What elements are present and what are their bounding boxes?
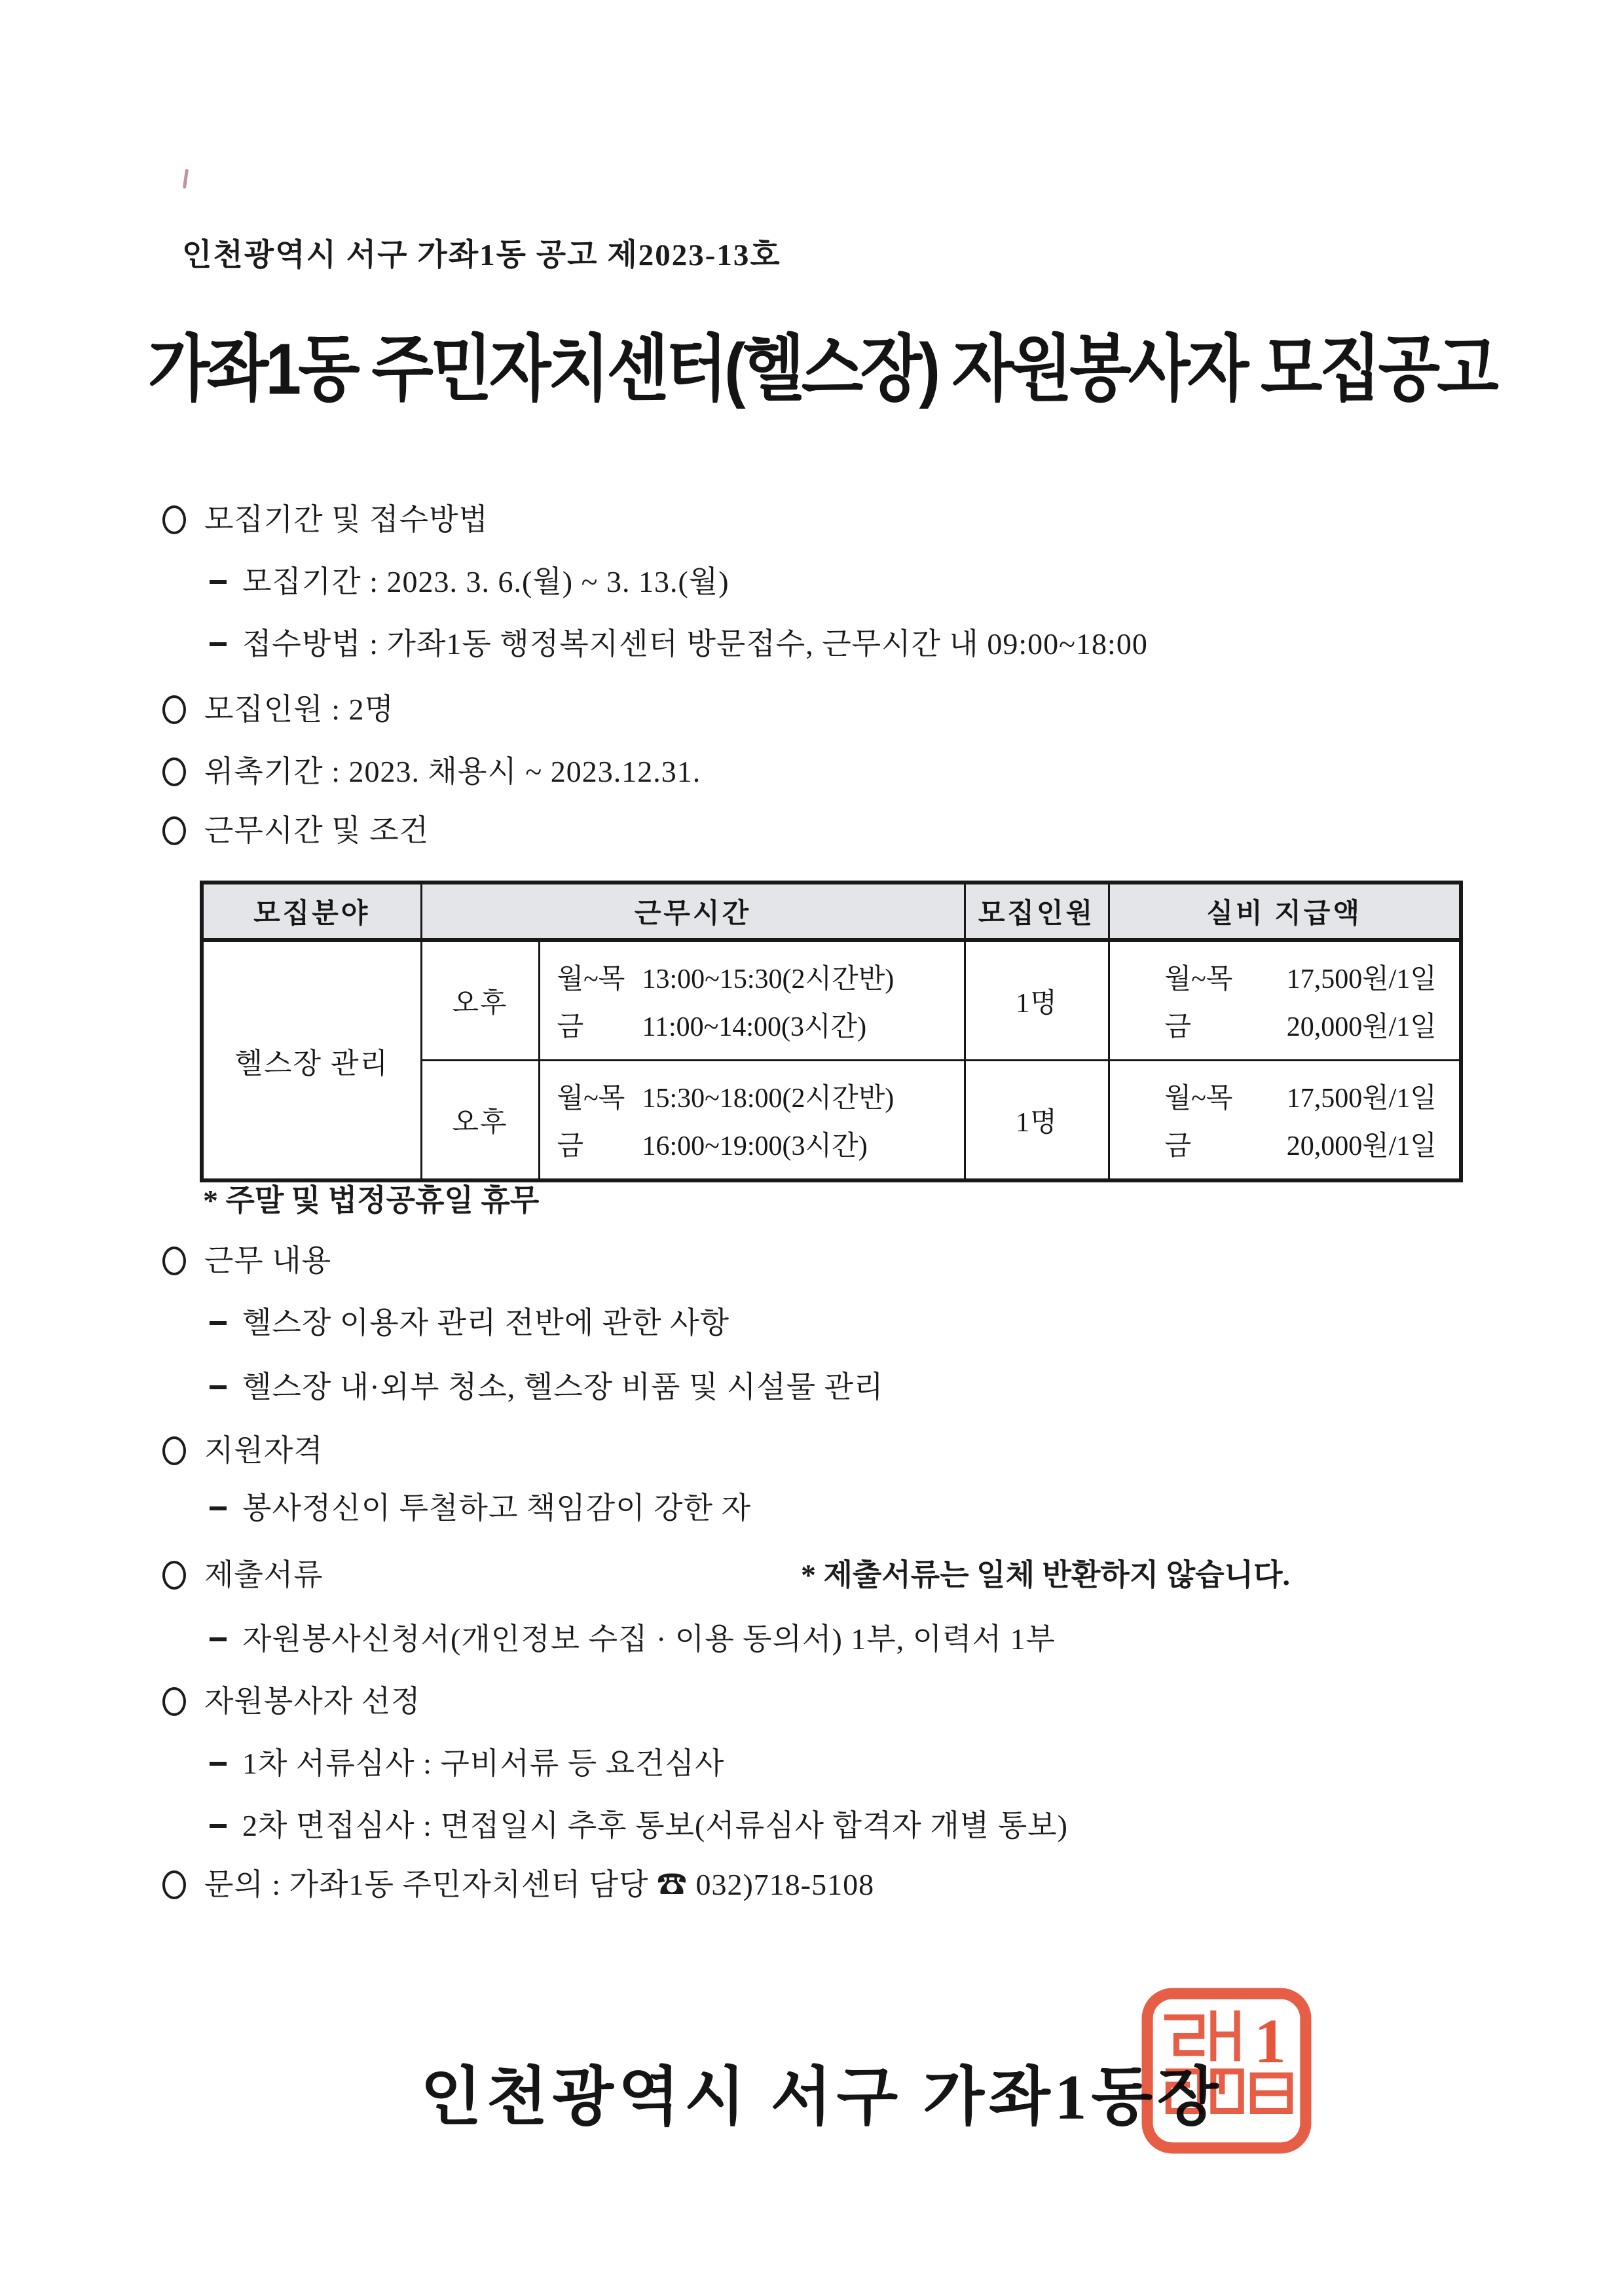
circle-bullet-icon — [162, 1247, 186, 1275]
list-item-text: 자원봉사자 선정 — [204, 1685, 421, 1718]
list-item — [162, 1865, 874, 1905]
time-value: 16:00~19:00(3시간) — [642, 1131, 868, 1161]
list-item — [162, 1430, 323, 1471]
time-value: 15:30~18:00(2시간반) — [642, 1084, 895, 1114]
dash-bullet-icon — [210, 1637, 227, 1641]
list-item-text: 봉사정신이 투철하고 책임감이 강한 자 — [242, 1491, 751, 1525]
list-item — [210, 1367, 884, 1408]
list-item-text: 모집인원 : 2명 — [204, 693, 394, 726]
table-row — [202, 940, 1461, 1061]
pay-entry — [1165, 1005, 1437, 1044]
cell-shift: 오후 — [421, 940, 539, 1061]
cell-category: 헬스장 관리 — [202, 940, 421, 1180]
list-item-text: 헬스장 내·외부 청소, 헬스장 비품 및 시설물 관리 — [242, 1370, 884, 1404]
list-item-text: 문의 : 가좌1동 주민자치센터 담당 ☎ 032)718-5108 — [204, 1868, 875, 1901]
time-days: 월~목 — [557, 1084, 625, 1114]
col-header-category: 모집분야 — [202, 883, 421, 940]
cell-count: 1명 — [965, 1061, 1109, 1181]
list-item-text: 헬스장 이용자 관리 전반에 관한 사항 — [242, 1306, 730, 1339]
list-item-text: 모집기간 및 접수방법 — [204, 503, 489, 536]
dash-bullet-icon — [210, 1762, 227, 1766]
official-stamp-icon — [1141, 1988, 1312, 2154]
list-item — [162, 1681, 421, 1722]
time-entry — [557, 957, 957, 996]
page-title: 가좌1동 주민자치센터(헬스장) 자원봉사자 모집공고 — [148, 329, 1496, 410]
list-item — [210, 562, 729, 602]
dash-bullet-icon — [210, 642, 227, 646]
cell-pay — [1109, 940, 1461, 1061]
time-days: 금 — [557, 1012, 584, 1042]
list-item-text: 근무시간 및 조건 — [204, 814, 430, 847]
list-item-text: 지원자격 — [204, 1434, 323, 1467]
circle-bullet-icon — [162, 757, 186, 786]
stamp-digit: 1 — [1254, 2005, 1286, 2076]
list-item — [162, 1555, 1291, 1595]
list-item-text: 2차 면접심사 : 면접일시 추후 통보(서류심사 합격자 개별 통보) — [242, 1809, 1068, 1842]
circle-bullet-icon — [162, 1436, 186, 1465]
pay-amount: 17,500원/1일 — [1286, 1084, 1437, 1114]
list-item — [162, 1241, 331, 1281]
list-item-text: 제출서류 — [204, 1558, 323, 1592]
dash-bullet-icon — [210, 1321, 227, 1325]
list-item — [162, 500, 489, 540]
table-header-row — [202, 883, 1461, 940]
time-days: 금 — [557, 1131, 584, 1161]
scan-artifact-mark — [183, 169, 189, 189]
dash-bullet-icon — [210, 580, 227, 584]
list-item — [162, 752, 701, 792]
pay-days: 금 — [1164, 1012, 1192, 1042]
list-item-text: 위촉기간 : 2023. 채용시 ~ 2023.12.31. — [204, 755, 701, 788]
list-item-text: 근무 내용 — [204, 1244, 332, 1277]
signer-name: 인천광역시 서구 가좌1동장 — [420, 2062, 1223, 2132]
pay-days: 월~목 — [1164, 1084, 1233, 1114]
dash-bullet-icon — [210, 1506, 227, 1510]
time-entry — [557, 1076, 957, 1116]
pay-entry — [1165, 957, 1437, 996]
list-item — [210, 624, 1148, 665]
circle-bullet-icon — [162, 1687, 186, 1716]
submit-docs-note: * 제출서류는 일체 반환하지 않습니다. — [801, 1558, 1291, 1592]
list-item-text: 자원봉사신청서(개인정보 수집 · 이용 동의서) 1부, 이력서 1부 — [242, 1622, 1056, 1656]
circle-bullet-icon — [162, 505, 186, 534]
col-header-hours: 근무시간 — [421, 883, 965, 940]
list-item — [210, 1488, 751, 1529]
list-item — [162, 689, 394, 730]
circle-bullet-icon — [162, 1870, 186, 1899]
cell-times — [539, 1061, 965, 1181]
list-item — [162, 811, 429, 851]
work-schedule-table — [200, 881, 1463, 1182]
pay-entry — [1165, 1124, 1437, 1163]
list-item — [210, 1743, 724, 1784]
list-item — [210, 1619, 1056, 1660]
circle-bullet-icon — [162, 816, 186, 845]
col-header-pay: 실비 지급액 — [1109, 883, 1461, 940]
list-item — [210, 1806, 1068, 1846]
cell-shift: 오후 — [421, 1061, 539, 1181]
time-days: 월~목 — [557, 964, 625, 994]
pay-entry — [1165, 1076, 1437, 1116]
list-item-text: 모집기간 : 2023. 3. 6.(월) ~ 3. 13.(월) — [242, 565, 729, 598]
pay-days: 월~목 — [1164, 964, 1233, 994]
pay-amount: 20,000원/1일 — [1286, 1012, 1437, 1042]
time-value: 13:00~15:30(2시간반) — [642, 964, 895, 994]
pay-amount: 20,000원/1일 — [1286, 1131, 1437, 1161]
doc-number: 인천광역시 서구 가좌1동 공고 제2023-13호 — [182, 238, 781, 272]
cell-count: 1명 — [965, 940, 1109, 1061]
list-item — [210, 1303, 729, 1343]
footnote-text: * 주말 및 법정공휴일 휴무 — [203, 1184, 540, 1217]
time-entry — [557, 1005, 957, 1044]
cell-pay — [1109, 1061, 1461, 1181]
list-item-text: 1차 서류심사 : 구비서류 등 요건심사 — [242, 1747, 725, 1780]
dash-bullet-icon — [210, 1385, 227, 1389]
col-header-count: 모집인원 — [965, 883, 1109, 940]
pay-days: 금 — [1164, 1131, 1192, 1161]
pay-amount: 17,500원/1일 — [1286, 964, 1437, 994]
circle-bullet-icon — [162, 1561, 186, 1590]
table-footnote — [203, 1180, 539, 1221]
time-entry — [557, 1124, 957, 1163]
list-item-text: 접수방법 : 가좌1동 행정복지센터 방문접수, 근무시간 내 09:00~18:00 — [242, 627, 1148, 661]
time-value: 11:00~14:00(3시간) — [642, 1012, 867, 1042]
circle-bullet-icon — [162, 695, 186, 724]
dash-bullet-icon — [210, 1824, 227, 1828]
cell-times — [539, 940, 965, 1061]
